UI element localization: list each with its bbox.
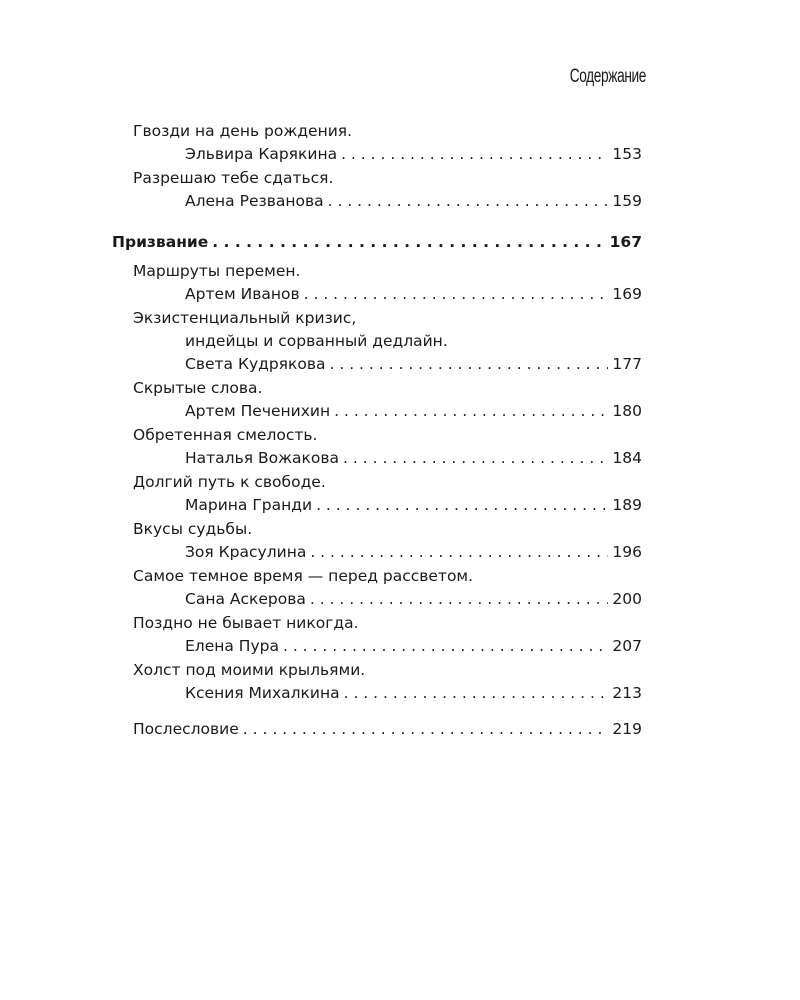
toc-entry-title: Обретенная смелость. bbox=[133, 426, 318, 444]
dot-leader bbox=[310, 588, 609, 610]
page-number: 196 bbox=[612, 543, 642, 561]
toc-author-entry-label: Света Кудрякова bbox=[185, 355, 326, 373]
toc-author-line bbox=[0, 682, 800, 704]
page-number: 200 bbox=[612, 590, 642, 608]
toc-author-entry-label: Эльвира Карякина bbox=[185, 145, 338, 163]
toc-author-entry[interactable] bbox=[185, 494, 642, 516]
toc-author-entry[interactable] bbox=[185, 190, 642, 212]
toc-author-entry[interactable] bbox=[185, 143, 642, 165]
toc-title-continuation-line bbox=[0, 330, 800, 352]
toc-author-entry[interactable] bbox=[185, 400, 642, 422]
toc-afterword-entry-label: Послесловие bbox=[133, 720, 239, 738]
toc-author-entry-label: Сана Аскерова bbox=[185, 590, 306, 608]
page-number: 189 bbox=[612, 496, 642, 514]
toc-author-entry[interactable] bbox=[185, 283, 642, 305]
toc-author-entry-label: Артем Печенихин bbox=[185, 402, 331, 420]
toc-title-line bbox=[0, 565, 800, 587]
toc-title-line bbox=[0, 659, 800, 681]
toc-author-entry[interactable] bbox=[185, 588, 642, 610]
page-number: 169 bbox=[612, 285, 642, 303]
toc-title-line bbox=[0, 612, 800, 634]
dot-leader bbox=[334, 400, 608, 422]
toc-author-entry-label: Елена Пура bbox=[185, 637, 279, 655]
dot-leader bbox=[329, 353, 608, 375]
toc-entry-title: Маршруты перемен. bbox=[133, 262, 301, 280]
toc-entry-title: Самое темное время — перед рассветом. bbox=[133, 567, 474, 585]
toc-title-line bbox=[0, 377, 800, 399]
toc-author-entry-label: Наталья Вожакова bbox=[185, 449, 340, 467]
dot-leader bbox=[343, 447, 608, 469]
toc-author-entry[interactable] bbox=[185, 447, 642, 469]
toc-author-line bbox=[0, 541, 800, 563]
dot-leader bbox=[243, 718, 609, 740]
toc-title-line bbox=[0, 307, 800, 329]
page-number: 177 bbox=[612, 355, 642, 373]
toc-author-entry-label: Марина Гранди bbox=[185, 496, 313, 514]
dot-leader bbox=[328, 190, 609, 212]
toc-entry-title: Долгий путь к свободе. bbox=[133, 473, 326, 491]
toc-afterword-entry[interactable] bbox=[133, 718, 642, 740]
toc-author-line bbox=[0, 190, 800, 212]
toc-entry-title: Холст под моими крыльями. bbox=[133, 661, 366, 679]
page-number: 184 bbox=[612, 449, 642, 467]
toc-author-line bbox=[0, 400, 800, 422]
toc-author-entry-label: Ксения Михалкина bbox=[185, 684, 340, 702]
afterword-line bbox=[0, 718, 800, 740]
toc-title-line bbox=[0, 167, 800, 189]
toc-entry-title: Экзистенциальный кризис, bbox=[133, 309, 357, 327]
toc-title-line bbox=[0, 518, 800, 540]
toc-author-entry-label: Алена Резванова bbox=[185, 192, 324, 210]
page-number: 167 bbox=[609, 233, 642, 251]
toc-title-line bbox=[0, 471, 800, 493]
toc-author-entry[interactable] bbox=[185, 682, 642, 704]
toc-section-entry[interactable] bbox=[112, 231, 642, 253]
running-head: Содержание bbox=[569, 66, 646, 87]
toc-title-line bbox=[0, 120, 800, 142]
toc-author-entry-label: Артем Иванов bbox=[185, 285, 300, 303]
toc-title-line bbox=[0, 424, 800, 446]
dot-leader bbox=[283, 635, 608, 657]
page-number: 159 bbox=[612, 192, 642, 210]
dot-leader bbox=[316, 494, 608, 516]
page-number: 153 bbox=[612, 145, 642, 163]
toc-author-entry-label: Зоя Красулина bbox=[185, 543, 307, 561]
toc-author-line bbox=[0, 283, 800, 305]
toc-author-entry[interactable] bbox=[185, 353, 642, 375]
toc-entry-title: Вкусы судьбы. bbox=[133, 520, 253, 538]
section-heading-line bbox=[0, 231, 800, 253]
toc-entry-title: Гвозди на день рождения. bbox=[133, 122, 353, 140]
page-number: 207 bbox=[612, 637, 642, 655]
toc-entry-title-continued: индейцы и сорванный дедлайн. bbox=[185, 332, 448, 350]
toc-author-line bbox=[0, 494, 800, 516]
toc-section-entry-label: Призвание bbox=[112, 233, 209, 251]
page-number: 219 bbox=[612, 720, 642, 738]
dot-leader bbox=[212, 231, 605, 253]
toc-author-line bbox=[0, 143, 800, 165]
dot-leader bbox=[310, 541, 608, 563]
toc-author-entry[interactable] bbox=[185, 541, 642, 563]
dot-leader bbox=[344, 682, 609, 704]
toc-author-line bbox=[0, 635, 800, 657]
toc-author-line bbox=[0, 588, 800, 610]
toc-title-line bbox=[0, 260, 800, 282]
toc-author-line bbox=[0, 447, 800, 469]
toc-entry-title: Поздно не бывает никогда. bbox=[133, 614, 359, 632]
toc-author-line bbox=[0, 353, 800, 375]
toc-entry-title: Разрешаю тебе сдаться. bbox=[133, 169, 334, 187]
toc-entry-title: Скрытые слова. bbox=[133, 379, 263, 397]
dot-leader bbox=[341, 143, 608, 165]
dot-leader bbox=[304, 283, 609, 305]
page-number: 180 bbox=[612, 402, 642, 420]
page-number: 213 bbox=[612, 684, 642, 702]
toc-author-entry[interactable] bbox=[185, 635, 642, 657]
